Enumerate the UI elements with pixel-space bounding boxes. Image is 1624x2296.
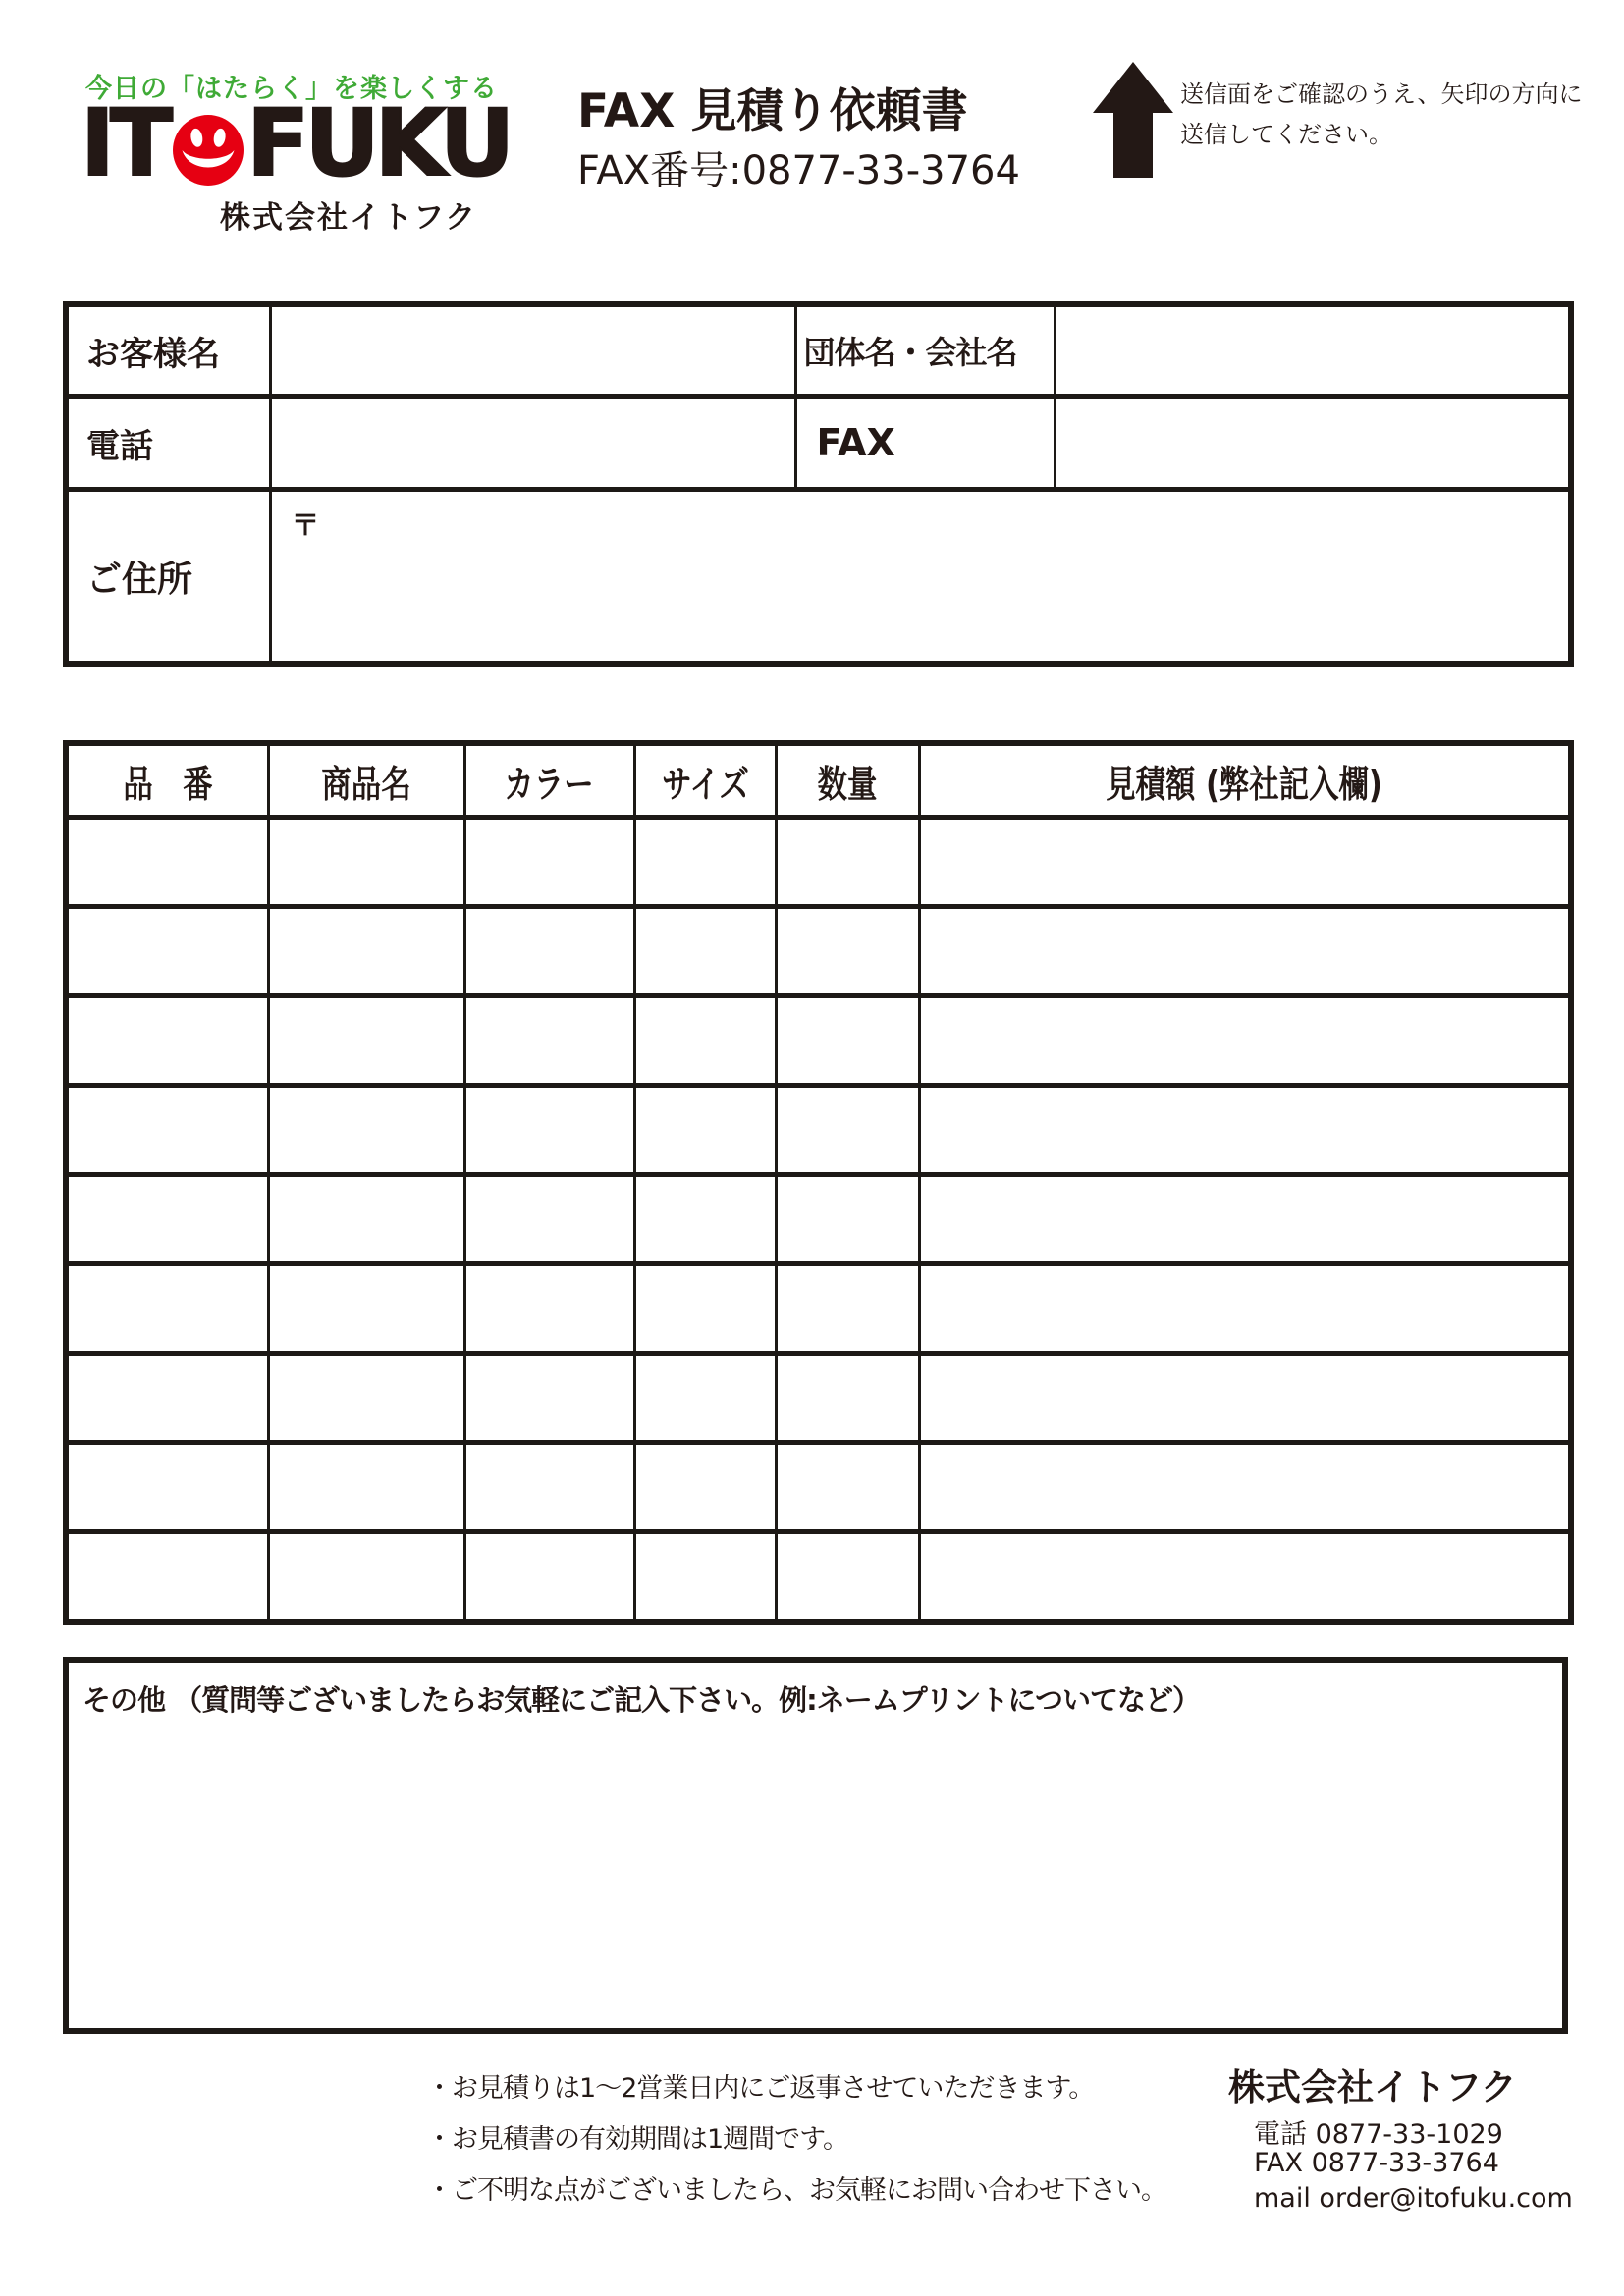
item-cell-empty [268,1264,464,1354]
item-cell-empty [268,818,464,907]
item-cell-empty [66,1532,268,1623]
item-row [66,996,1571,1086]
item-cell-empty [776,1264,919,1354]
footer-note-2: ・お見積書の有効期間は1週間です。 [426,2124,849,2155]
item-cell-empty [634,1443,776,1532]
customer-info-table [63,301,1574,667]
customer-name-row [66,304,1571,397]
item-cell-empty [919,1264,1571,1354]
item-cell-empty [66,1443,268,1532]
col-product-name: 商品名 [268,743,464,818]
item-cell-empty [268,1354,464,1443]
postal-mark: 〒 [291,508,320,542]
item-cell-empty [634,907,776,996]
item-cell-empty [634,1264,776,1354]
item-cell-empty [776,996,919,1086]
item-cell-empty [66,1264,268,1354]
col-color: カラー [464,743,634,818]
item-row [66,1264,1571,1354]
item-row [66,1175,1571,1264]
col-item-number: 品 番 [66,743,268,818]
item-cell-empty [634,1086,776,1175]
item-cell-empty [776,818,919,907]
send-instruction-line1: 送信面をご確認のうえ、矢印の方向に [1180,80,1583,108]
customer-name-label: お客様名 [66,304,270,397]
item-row [66,1443,1571,1532]
item-row [66,907,1571,996]
phone-label: 電話 [66,397,270,490]
footer-mail: mail order@itofuku.com [1254,2183,1573,2214]
item-row [66,1532,1571,1623]
up-arrow-icon [1093,62,1173,178]
phone-fax-row [66,397,1571,490]
item-cell-empty [464,1086,634,1175]
other-comments-label: その他 （質問等ございましたらお気軽にご記入下さい。例:ネームプリントについてなど） [82,1683,1200,1717]
item-cell-empty [634,1532,776,1623]
item-cell-empty [66,996,268,1086]
item-cell-empty [464,1532,634,1623]
item-cell-empty [919,1443,1571,1532]
col-size: サイズ [634,743,776,818]
fax-field [1055,397,1571,490]
item-cell-empty [464,1354,634,1443]
items-table [63,740,1574,1625]
item-cell-empty [66,1086,268,1175]
item-cell-empty [776,1443,919,1532]
item-cell-empty [66,1175,268,1264]
item-cell-empty [268,1086,464,1175]
item-row [66,818,1571,907]
address-row [66,490,1571,665]
item-cell-empty [776,1532,919,1623]
items-table-body [66,818,1571,1623]
item-cell-empty [268,907,464,996]
smiley-face-icon [173,115,244,186]
item-cell-empty [776,907,919,996]
item-row [66,1354,1571,1443]
item-cell-empty [268,1443,464,1532]
logo-company-name: 株式会社イトフク [220,200,478,236]
item-cell-empty [776,1175,919,1264]
send-instruction-line2: 送信してください。 [1180,121,1392,148]
organization-field [1055,304,1571,397]
item-cell-empty [919,1086,1571,1175]
footer-fax: FAX 0877-33-3764 [1254,2148,1499,2178]
item-cell-empty [776,1354,919,1443]
item-cell-empty [268,1532,464,1623]
item-cell-empty [464,1175,634,1264]
item-cell-empty [919,1175,1571,1264]
item-cell-empty [919,818,1571,907]
logo-wordmark-left: IT [81,90,169,197]
item-cell-empty [776,1086,919,1175]
item-cell-empty [464,996,634,1086]
other-comments-box [63,1657,1568,2034]
footer-note-1: ・お見積りは1～2営業日内にご返事させていただきます。 [426,2073,1095,2104]
page-title: FAX 見積り依頼書 [577,84,968,138]
item-cell-empty [919,1354,1571,1443]
item-cell-empty [919,996,1571,1086]
item-cell-empty [66,907,268,996]
item-cell-empty [464,1264,634,1354]
item-cell-empty [464,1443,634,1532]
customer-name-field [270,304,795,397]
footer-company-name: 株式会社イトフク [1228,2066,1517,2109]
address-label: ご住所 [66,490,270,665]
item-row [66,1086,1571,1175]
phone-field [270,397,795,490]
item-cell-empty [66,818,268,907]
item-cell-empty [464,818,634,907]
send-instruction [1180,75,1582,155]
item-cell-empty [634,1354,776,1443]
items-header-row [66,743,1571,818]
col-quantity: 数量 [776,743,919,818]
item-cell-empty [634,996,776,1086]
organization-label: 団体名・会社名 [795,304,1055,397]
fax-label: FAX [795,397,1055,490]
item-cell-empty [268,1175,464,1264]
item-cell-empty [464,907,634,996]
item-cell-empty [634,818,776,907]
footer-note-3: ・ご不明な点がございましたら、お気軽にお問い合わせ下さい。 [426,2175,1166,2206]
logo-wordmark-right: FUKU [246,90,511,197]
footer-notes [426,2063,1166,2216]
itofuku-logo [81,90,511,197]
footer-phone: 電話 0877-33-1029 [1254,2119,1503,2150]
item-cell-empty [919,907,1571,996]
fax-number-line: FAX番号:0877-33-3764 [577,148,1020,193]
col-estimate: 見積額 (弊社記入欄) [919,743,1571,818]
item-cell-empty [634,1175,776,1264]
address-field [270,490,1571,665]
logo-tagline: 今日の「はたらく」を楽しくする [85,74,498,104]
item-cell-empty [919,1532,1571,1623]
item-cell-empty [268,996,464,1086]
item-cell-empty [66,1354,268,1443]
